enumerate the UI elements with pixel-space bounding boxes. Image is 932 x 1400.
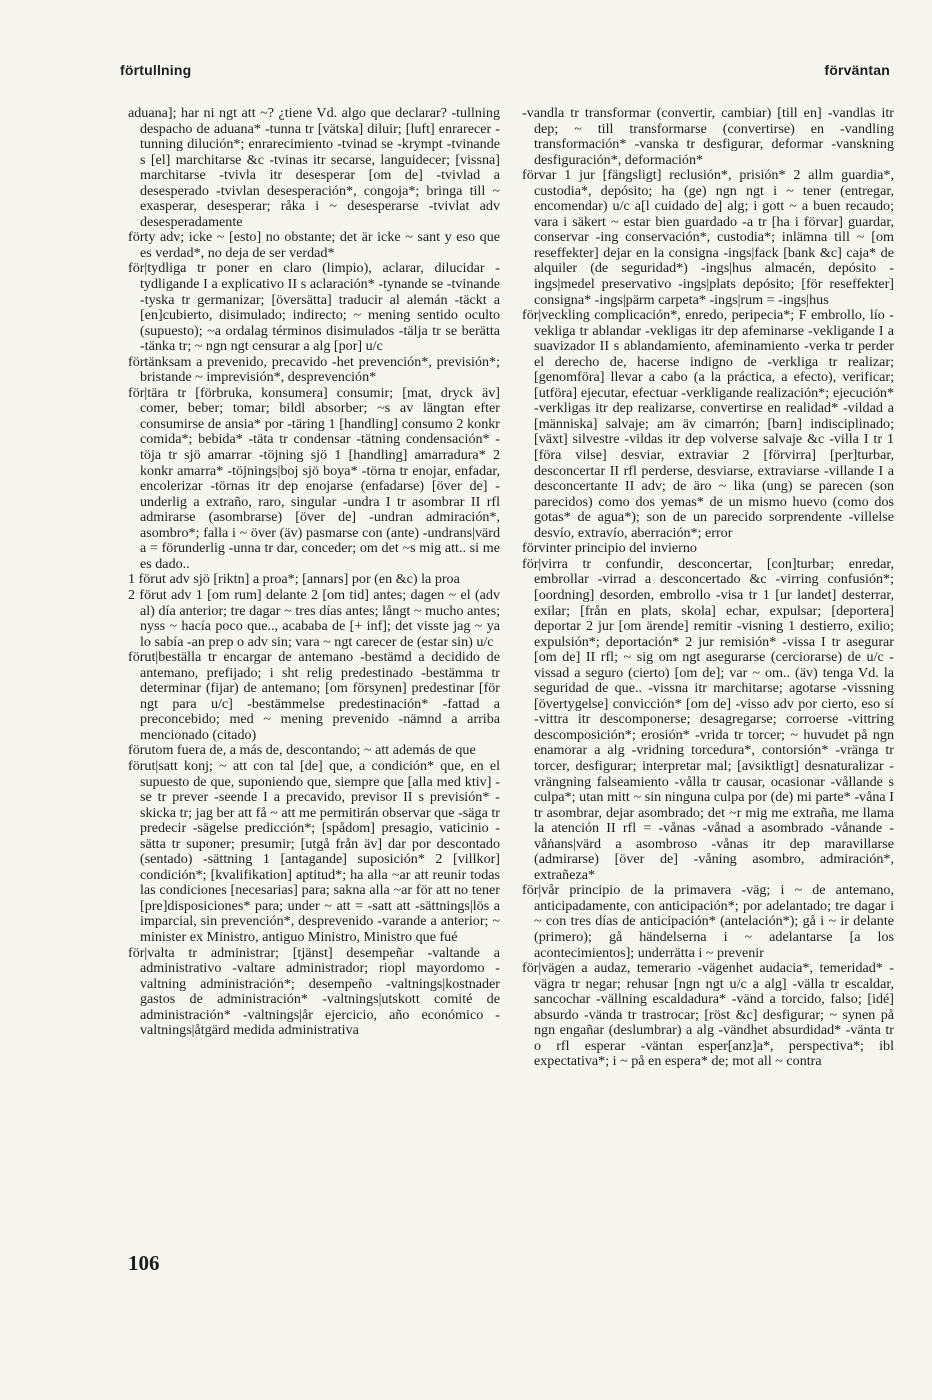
dictionary-entry: förtänksam a prevenido, precavido -het prevención*, previsión*; bristande ~ imprevisión*, desprevención* [128,353,500,386]
page-number: 106 [128,1251,160,1275]
dictionary-entry: förut|beställa tr encargar de antemano -bestämd a decidido de antemano, prefijado; i sht relig predestinado -bestämma tr determinar (fijar) de antemano; [om försynen] predestinar [för ngt para u/c] -bestämmelse predestinación* -fattad a preconcebido; med ~ mening prevenido -nämnd a arriba mencionado (citado) [128,649,500,743]
left-guide-word: förtullning [120,62,192,78]
right-column [522,106,894,1070]
dictionary-entry: 1 förut adv sjö [riktn] a proa*; [annars] por (en &c) la proa [128,571,460,588]
dictionary-entry: förvar 1 jur [fängsligt] reclusión*, prisión* 2 allm guardia*, custodia*, depósito; ha (ge) ngn ngt i ~ tener (entregar, encomendar) u/c a[l cuidado de] alg; i gott ~ a buen recaudo; vara i säkert ~ estar bien guardado -a tr [ha i förvar] guardar, conservar -ing conservación*, custodia*; inlämna till ~ [om reseffekter] dejar en la consigna -ings|fack [bank &c] caja* de alquiler (de seguridad*) -ings|hus almacén, depósito -ings|medel preservativo -ings|plats depósito; [för reseffekter] consigna* -ings|pärm carpeta* -ings|rum = -ings|hus [522,167,894,308]
right-guide-word: förväntan [824,62,890,78]
dictionary-entry: för|vägen a audaz, temerario -vägenhet audacia*, temeridad* -vägra tr negar; rehusar [ngn ngt u/c a alg] -välla tr escaldar, sancochar -vällning escaldadura* -vänd a torcido, falso; [idé] absurdo -vända tr trastrocar; [röst &c] desfigurar; ~ synen på ngn engañar (deslumbrar) a alg -vändhet absurdidad* -vänta tr o rfl esperar -väntan esper[anz]a*, perspectiva*; ibl expectativa*; i ~ på en espera* de; mot all ~ contra [522,960,894,1070]
dictionary-entry: förutom fuera de, a más de, descontando; ~ att además de que [128,742,476,759]
dictionary-entry: förut|satt konj; ~ att con tal [de] que, a condición* que, en el supuesto de que, suponiendo que, siempre que [alla med ktiv] -se tr prever -seende I a precavido, previsor II s previsión* -skicka tr; jag ber att få ~ att me permitirán observar que -säga tr predecir -sägelse predicción*; [spådom] presagio, vaticinio -sätta tr suponer; presumir; [utgå från äv] dar por descontado (sentado) -sättning 1 [antagande] suposición* 2 [villkor] condición*; [kvalifikation] aptitud*; ha alla ~ar att reunir todas las condiciones [necesarias] para; sakna alla ~ar för att no tener [pre]disposiciones* para; under ~ att = -satt att -sättnings|lös a imparcial, sin prevención*, desprevenido -varande a anterior; ~ minister ex Ministro, antiguo Ministro, Ministro que fué [128,757,500,945]
dictionary-entry: 2 förut adv 1 [om rum] delante 2 [om tid] antes; dagen ~ el (adv al) día anterior; tre dagar ~ tres días antes; långt ~ mucho antes; nyss ~ hacía poco que.., acababa de [+ inf]; det visste jag ~ ya lo sabía -an prep o adv sin; vara ~ ngt carecer de (estar sin) u/c [128,586,500,650]
dictionary-entry: för|veckling complicación*, enredo, peripecia*; F embrollo, lío -vekliga tr ablandar -vekligas itr dep afeminarse -vekligande I a suavizador II s ablandamiento, afeminamiento -verka tr perder el derecho de, hacerse indigno de -verkliga tr realizar; [genomföra] llevar a cabo (a la práctica, a efecto), verificar; [utföra] ejecutar, efectuar -verkligande realización*; ejecución* -verkligas itr dep realizarse, convertirse en realidad* -vildad a [människa] salvaje; am äv cimarrón; [barn] indisciplinado; [växt] silvestre -vildas itr dep volverse salvaje &c -villa I tr 1 [föra vilse] desviar, extraviar 2 [förvirra] [per]turbar, desconcertar II rfl perderse, desviarse, extraviarse -villande I a desconcertante II adv; de äro ~ lika (ung) se parecen (son parecidos) como dos yemas* de un mismo huevo (como dos gotas* de agua*); son de un parecido sorprendente -villelse desvío, extravío, aberración*; error [522,307,894,541]
dictionary-entry: aduana]; har ni ngt att ~? ¿tiene Vd. algo que declarar? -tullning despacho de aduana* -tunna tr [vätska] diluir; [luft] enrarecer -tunning dilución*; enrarecimiento -tvinad se -krympt -tvinande s [el] marchitarse &c -tvinas itr secarse, languidecer; [vissna] marchitarse -tvivla itr desesperar [om de] -tvivlad a desesperado -tvivlan desesperación*, congoja*; bringa till ~ exasperar, desesperar; råka i ~ desesperarse -tvivlat adv desesperadamente [128,105,500,230]
dictionary-entry: förvinter principio del invierno [522,540,697,557]
dictionary-entry: -vandla tr transformar (convertir, cambiar) [till en] -vandlas itr dep; ~ till transformarse (convertirse) en -vandling transformación* -vanska tr desfigurar, deformar -vanskning desfiguración*, deformación* [522,105,894,168]
dictionary-entry: för|vår principio de la primavera -väg; i ~ de antemano, anticipadamente, con anticipación*; por adelantado; tre dagar i ~ con tres días de anticipación* (antelación*); gå i ~ ir delante (primero); gå händelserna i ~ adelantarse [a los acontecimientos]; underrätta i ~ prevenir [522,882,894,961]
dictionary-entry: för|valta tr administrar; [tjänst] desempeñar -valtande a administrativo -valtare administrador; riopl mayordomo -valtning administración*; desempeño -valtnings|kostnader gastos de administración* -valtnings|utskott comité de administración* -valtnings|år ejercicio, año económico -valtnings|åtgärd medida administrativa [128,944,500,1039]
dictionary-entry: förty adv; icke ~ [esto] no obstante; det är icke ~ sant y eso que es verdad*, no deja de ser verdad* [128,229,500,261]
dictionary-entry: för|virra tr confundir, desconcertar, [con]turbar; enredar, embrollar -virrad a desconcertado &c -virring confusión*; [oordning] desorden, embrollo -visa tr 1 [ur landet] desterrar, exilar; [från en plats, skola] echar, expulsar; [deportera] deportar 2 jur [om ärende] remitir -visning 1 destierro, exilio; expulsión*; deportación* 2 jur remisión* -vissa I tr asegurar [om de] II rfl; ~ sig om ngt asegurarse (cerciorarse) de u/c -vissad a seguro (cierto) [om de]; var ~ om.. (äv) tenga Vd. la seguridad de que.. -vissna itr marchitarse; agotarse -vissning [övertygelse] convicción* [om de] -visso adv por cierto, eso sí -vittra itr descomponerse; desagregarse; corroerse -vittring descomposición*; erosión* -vrida tr torcer; ~ huvudet på ngn enamorar a alg -vridning torcedura*, contorsión* -vränga tr torcer, desfigurar; interpretar mal; [avsiktligt] desnaturalizar -vrängning falseamiento -vålla tr causar, ocasionar -vållande s culpa*; utan mitt ~ sin ninguna culpa por (de) mi parte* -våna I tr asombrar, dejar asombrado; det ~r mig me extraña, me llama la atención II rfl = -vånas -vånad a asombrado -vånande -våṅans|värd a asombroso -vånas itr dep maravillarse (admirarse) [över de] -våning asombro, admiración*, extrañeza* [522,555,894,883]
dictionary-entry: för|tydliga tr poner en claro (limpio), aclarar, dilucidar -tydligande I a explicativo II s aclaración* -tynande se -tvinande -tyska tr germanizar; [översätta] traducir al alemán -täckt a [en]cubierto, disimulado; indirecto; ~ mening sentido oculto (supuesto); ~a ordalag términos disimulados -tälja tr se berätta -tänka tr; ~ ngn ngt censurar a alg [por] u/c [128,260,500,355]
left-column [128,106,500,1039]
dictionary-entry: för|tära tr [förbruka, konsumera] consumir; [mat, dryck äv] comer, beber; tomar; bildl absorber; ~s av längtan efter consumirse de ansia* por -täring 1 [handling] consumo 2 konkr comida*; bebida* -täta tr condensar -tätning condensación* -töja tr sjö amarrar -töjning sjö 1 [handling] amarradura* 2 konkr amarra* -töjnings|boj sjö boya* -törna tr enojar, enfadar, encolerizar -törnas itr dep enojarse (enfadarse) [över de] -underlig a extraño, raro, singular -undra I tr asombrar II rfl admirarse (asombrarse) [över de] -undran admiración*, asombro*; falla i ~ över (äv) pasmarse con (ante) -undrans|värd a = förunderlig -unna tr dar, conceder; om det ~s mig att.. si me es dado.. [128,384,500,572]
